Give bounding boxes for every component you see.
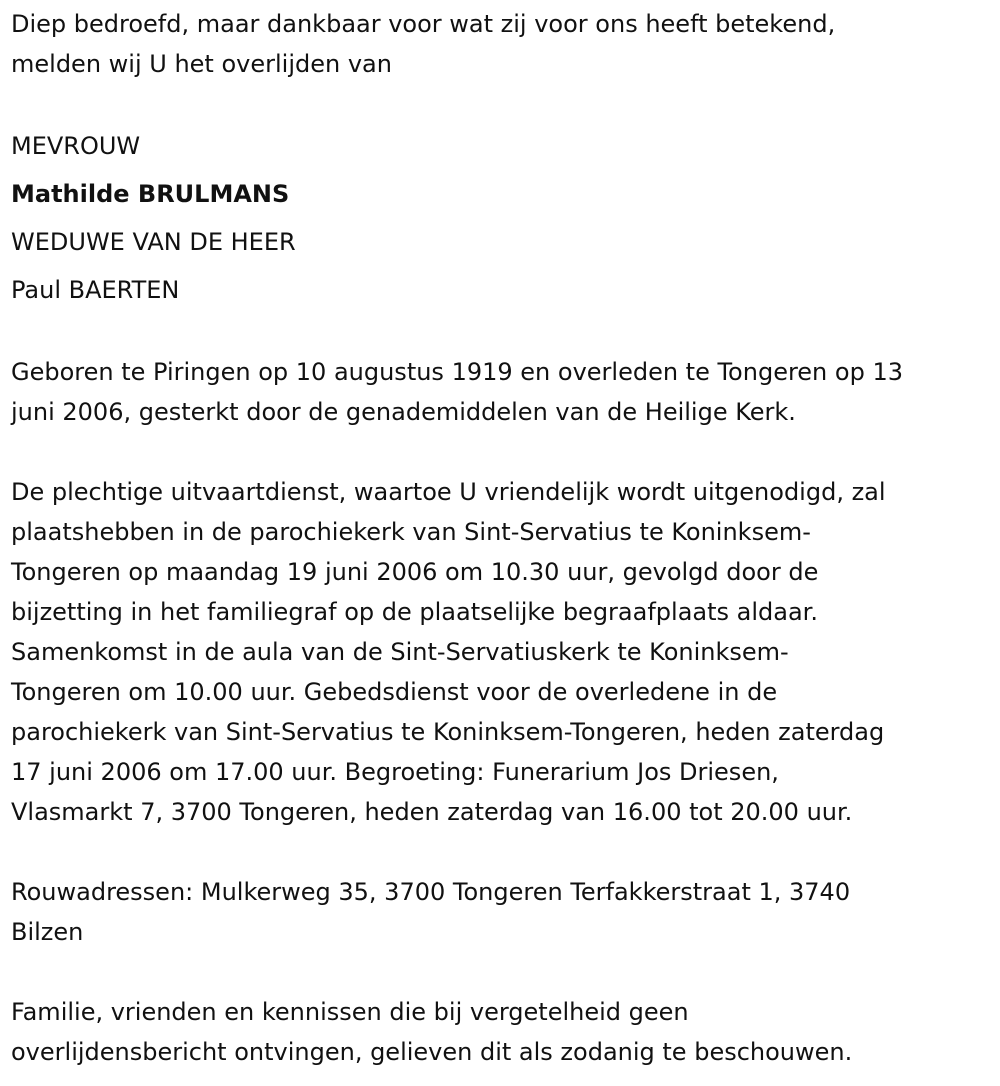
deceased-title: MEVROUW: [11, 132, 141, 160]
deceased-relation: WEDUWE VAN DE HEER: [11, 228, 296, 256]
deceased-name: Mathilde BRULMANS: [11, 180, 290, 208]
spacer: [11, 832, 996, 872]
intro-paragraph: Diep bedroefd, maar dankbaar voor wat zij voor ons heeft betekend, melden wij U het overlijden van: [11, 10, 836, 78]
spacer: [11, 84, 996, 122]
funeral-paragraph: De plechtige uitvaartdienst, waartoe U vriendelijk wordt uitgenodigd, zal plaatshebben in de parochiekerk van Sint-Servatius te Koninksem- Tongeren op maandag 19 juni 2006 om 10.30 uur, gevolgd door de bijzetting in het familiegraf op de plaatselijke begraafplaats aldaar. Samenkomst in de aula van de Sint-Servatiuskerk te Koninksem- Tongeren om 10.00 uur. Gebedsdienst voor de overledene in de parochiekerk van Sint-Servatius te Koninksem-Tongeren, heden zaterdag 17 juni 2006 om 17.00 uur. Begroeting: Funerarium Jos Driesen, Vlasmarkt 7, 3700 Tongeren, heden zaterdag van 16.00 tot 20.00 uur.: [11, 478, 886, 826]
spacer: [11, 432, 996, 472]
spouse-name: Paul BAERTEN: [11, 276, 180, 304]
spacer: [11, 952, 996, 992]
birth-death-paragraph: Geboren te Piringen op 10 augustus 1919 en overleden te Tongeren op 13 juni 2006, gesterkt door de genademiddelen van de Heilige Kerk.: [11, 358, 903, 426]
obituary-notice: [11, 4, 996, 1072]
closing-paragraph: Familie, vrienden en kennissen die bij vergetelheid geen overlijdensbericht ontvingen, gelieven dit als zodanig te beschouwen.: [11, 998, 853, 1066]
spacer: [11, 314, 996, 352]
addresses-paragraph: Rouwadressen: Mulkerweg 35, 3700 Tongeren Terfakkerstraat 1, 3740 Bilzen: [11, 878, 851, 946]
